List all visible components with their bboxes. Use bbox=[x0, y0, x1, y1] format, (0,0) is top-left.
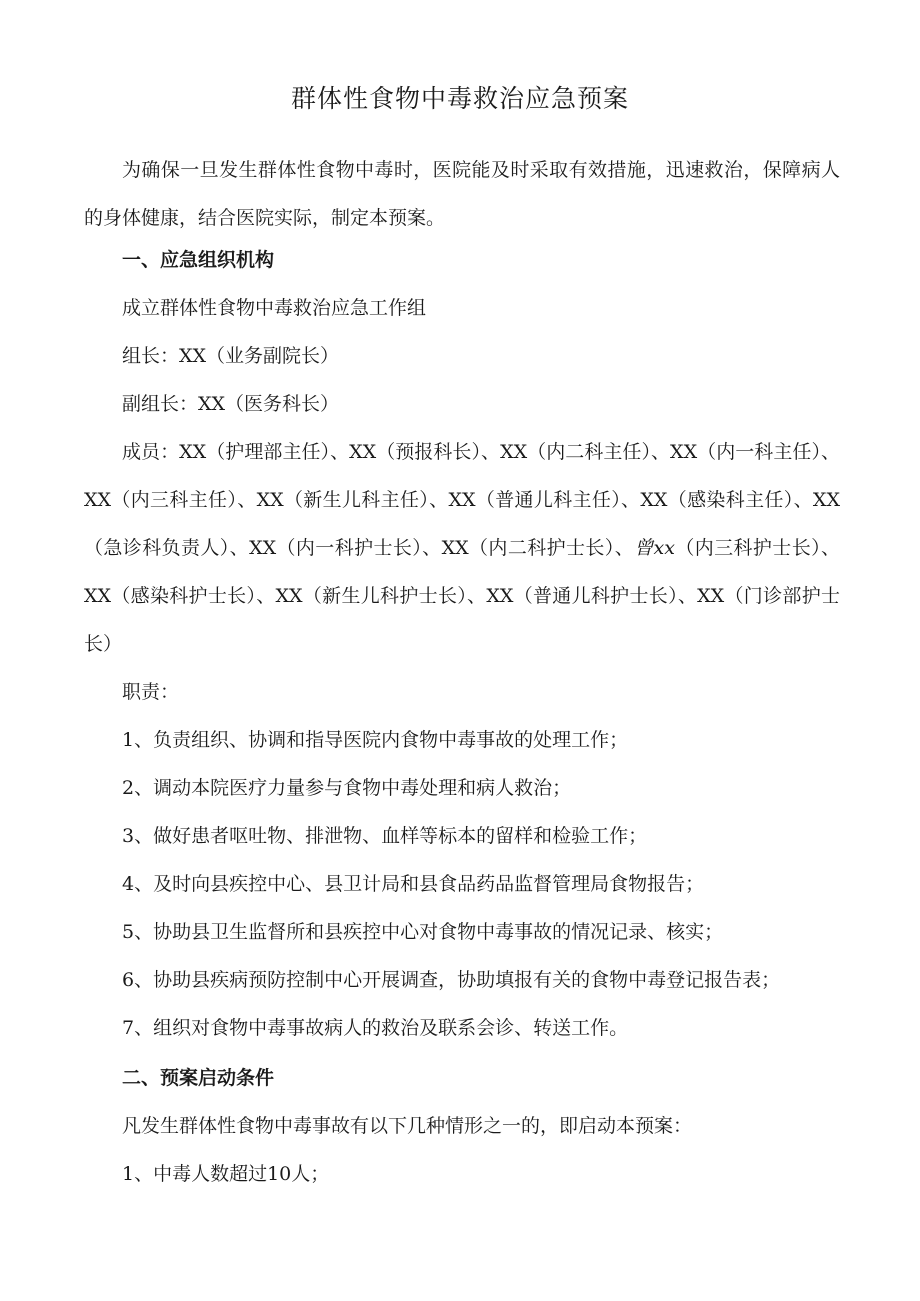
members-italic-name: 曾xx bbox=[634, 537, 675, 559]
leader-line: 组长：XX（业务副院长） bbox=[122, 345, 340, 367]
duty-item: 1、负责组织、协调和指导医院内食物中毒事故的处理工作； bbox=[122, 729, 629, 751]
members-text-part1: 成员：XX（护理部主任）、XX（预报科长）、XX（内二科主任）、XX（内一科主任）、XX（内三科主任）、XX（新生儿科主任）、XX（普通儿科主任）、XX（感染科主任）、XX（急诊科负责人）、XX（内一科护士长）、XX（内二科护士长）、 bbox=[84, 441, 840, 559]
duty-item: 4、及时向县疾控中心、县卫计局和县食品药品监督管理局食物报告； bbox=[122, 873, 705, 895]
condition-item: 1、中毒人数超过10人； bbox=[122, 1163, 330, 1185]
intro-paragraph: 为确保一旦发生群体性食物中毒时，医院能及时采取有效措施，迅速救治，保障病人的身体健康，结合医院实际，制定本预案。 bbox=[84, 159, 840, 229]
duty-item: 3、做好患者呕吐物、排泄物、血样等标本的留样和检验工作； bbox=[122, 825, 648, 847]
duty-item: 7、组织对食物中毒事故病人的救治及联系会诊、转送工作。 bbox=[122, 1017, 629, 1039]
duty-item: 2、调动本院医疗力量参与食物中毒处理和病人救治； bbox=[122, 777, 572, 799]
group-line: 成立群体性食物中毒救治应急工作组 bbox=[122, 297, 427, 319]
duty-item: 6、协助县疾病预防控制中心开展调查，协助填报有关的食物中毒登记报告表； bbox=[122, 969, 781, 991]
section-1-heading: 一、应急组织机构 bbox=[122, 249, 275, 271]
document-title: 群体性食物中毒救治应急预案 bbox=[290, 84, 629, 113]
vice-leader-line: 副组长：XX（医务科长） bbox=[122, 393, 340, 415]
duty-item: 5、协助县卫生监督所和县疾控中心对食物中毒事故的情况记录、核实； bbox=[122, 921, 724, 943]
section-2-heading: 二、预案启动条件 bbox=[122, 1067, 275, 1089]
members-text-part2: （内三科护士长）、XX（感染科护士长）、XX（新生儿科护士长）、XX（普通儿科护士长）、XX（门诊部护士长） bbox=[84, 537, 840, 655]
members-paragraph bbox=[84, 428, 840, 668]
condition-intro: 凡发生群体性食物中毒事故有以下几种情形之一的，即启动本预案： bbox=[122, 1115, 693, 1137]
duties-label: 职责： bbox=[122, 681, 180, 703]
